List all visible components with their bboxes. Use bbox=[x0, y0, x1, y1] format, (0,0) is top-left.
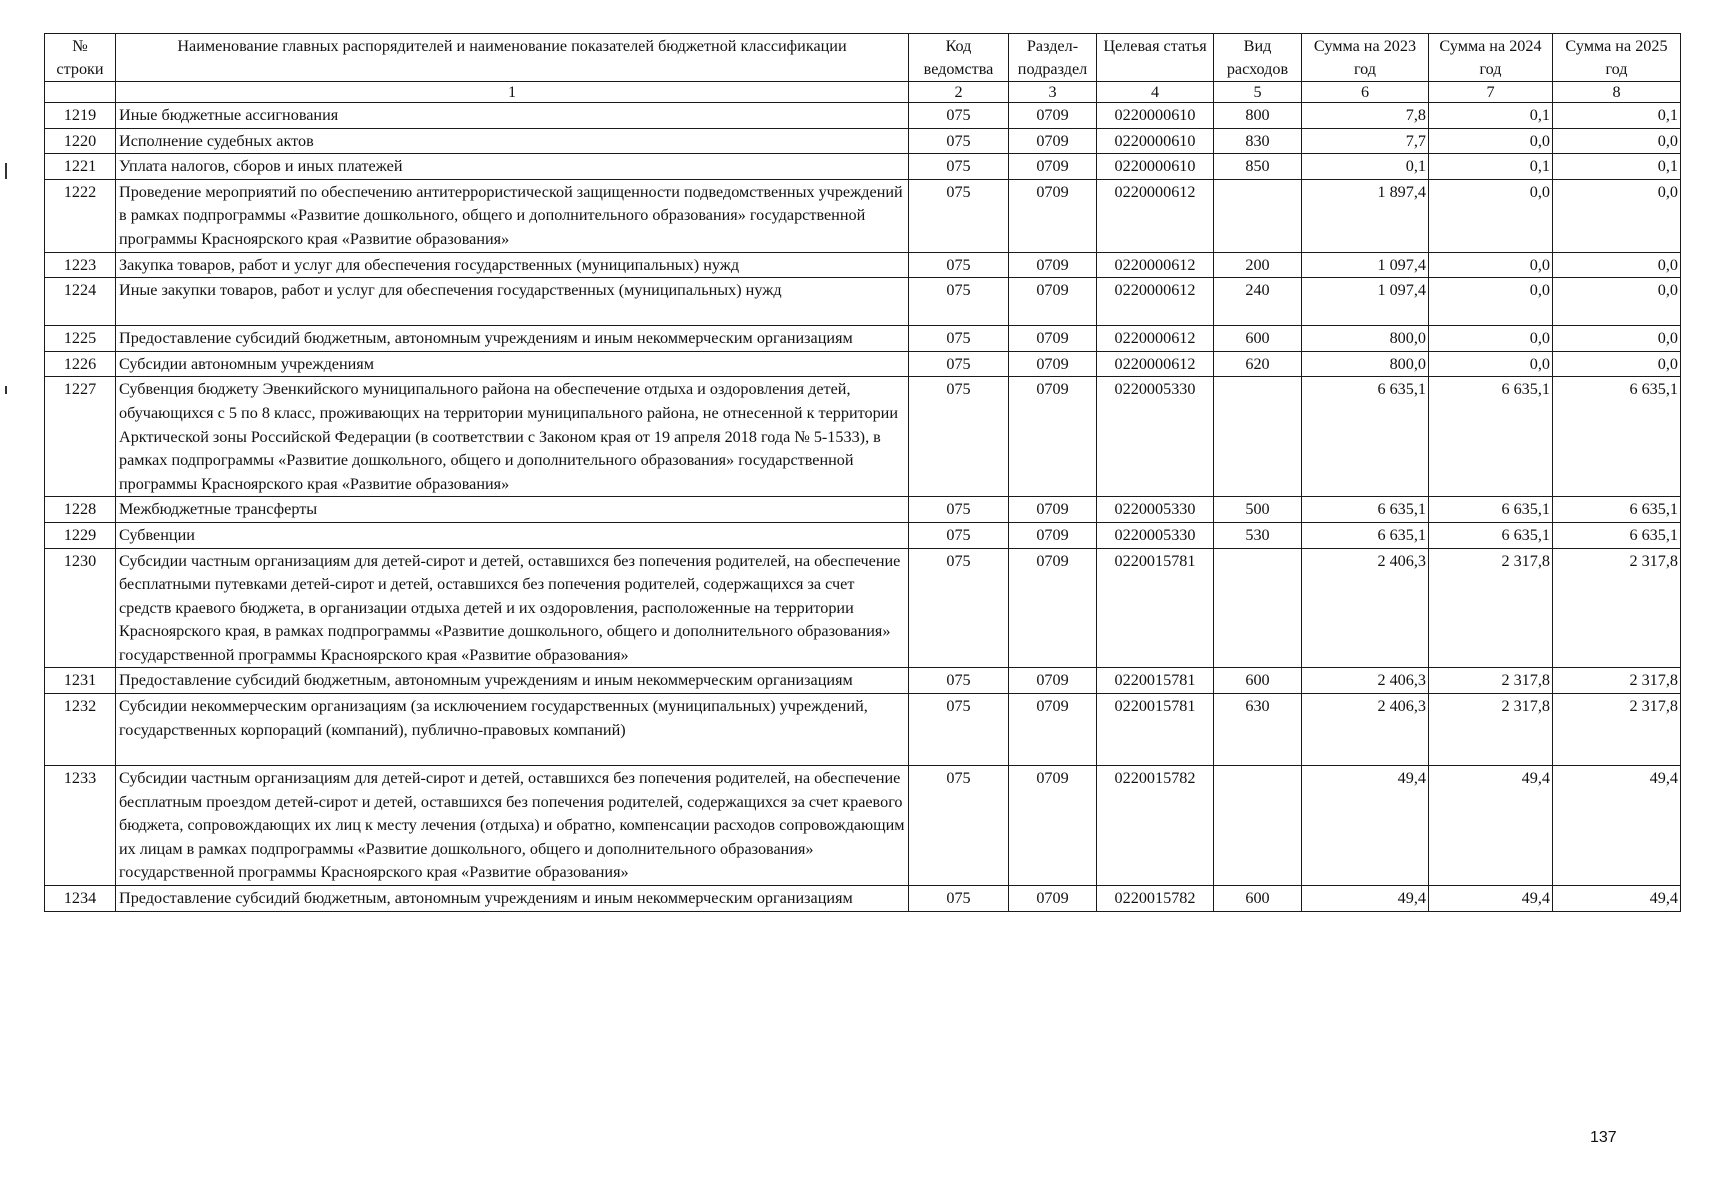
cell-sum-2024: 6 635,1 bbox=[1429, 377, 1553, 497]
cell-row-number: 1230 bbox=[45, 548, 116, 668]
cell-expense-type: 620 bbox=[1214, 351, 1302, 377]
table-row bbox=[45, 252, 1681, 278]
cell-target-item: 0220015781 bbox=[1097, 548, 1214, 668]
cell-expense-type: 500 bbox=[1214, 497, 1302, 523]
cell-department-code: 075 bbox=[909, 377, 1009, 497]
cell-sum-2024: 0,0 bbox=[1429, 179, 1553, 252]
cell-department-code: 075 bbox=[909, 886, 1009, 912]
cell-section: 0709 bbox=[1009, 154, 1097, 180]
cell-section: 0709 bbox=[1009, 694, 1097, 766]
cell-name: Субсидии частным организациям для детей-сирот и детей, оставшихся без попечения родителей, на обеспечение бесплатными путевками детей-сирот и детей, оставшихся без попечения родителей, содержащихся за счет средств краевого бюджета, в организации отдыха детей и их оздоровления, расположенные на территории Красноярского края, в рамках подпрограммы «Развитие дошкольного, общего и дополнительного образования» государственной программы Красноярского края «Развитие образования» bbox=[116, 548, 909, 668]
cell-row-number: 1220 bbox=[45, 128, 116, 154]
cell-section: 0709 bbox=[1009, 497, 1097, 523]
table-row bbox=[45, 154, 1681, 180]
cell-name: Межбюджетные трансферты bbox=[116, 497, 909, 523]
cell-department-code: 075 bbox=[909, 766, 1009, 886]
table-row bbox=[45, 128, 1681, 154]
table-row bbox=[45, 179, 1681, 252]
cell-section: 0709 bbox=[1009, 278, 1097, 326]
column-number bbox=[45, 82, 116, 103]
cell-sum-2024: 0,0 bbox=[1429, 252, 1553, 278]
cell-department-code: 075 bbox=[909, 668, 1009, 694]
cell-section: 0709 bbox=[1009, 326, 1097, 352]
cell-target-item: 0220000612 bbox=[1097, 351, 1214, 377]
cell-sum-2023: 800,0 bbox=[1302, 351, 1429, 377]
cell-expense-type: 830 bbox=[1214, 128, 1302, 154]
cell-sum-2024: 2 317,8 bbox=[1429, 694, 1553, 766]
cell-sum-2023: 49,4 bbox=[1302, 886, 1429, 912]
cell-sum-2025: 0,0 bbox=[1553, 326, 1681, 352]
cell-sum-2024: 6 635,1 bbox=[1429, 497, 1553, 523]
cell-expense-type: 600 bbox=[1214, 668, 1302, 694]
cell-sum-2024: 2 317,8 bbox=[1429, 668, 1553, 694]
cell-sum-2023: 800,0 bbox=[1302, 326, 1429, 352]
column-number: 6 bbox=[1302, 82, 1429, 103]
cell-department-code: 075 bbox=[909, 351, 1009, 377]
cell-sum-2025: 0,0 bbox=[1553, 278, 1681, 326]
cell-department-code: 075 bbox=[909, 548, 1009, 668]
cell-sum-2023: 6 635,1 bbox=[1302, 522, 1429, 548]
table-row bbox=[45, 103, 1681, 129]
cell-sum-2025: 0,1 bbox=[1553, 154, 1681, 180]
cell-sum-2025: 2 317,8 bbox=[1553, 548, 1681, 668]
table-row bbox=[45, 497, 1681, 523]
cell-row-number: 1229 bbox=[45, 522, 116, 548]
column-number: 1 bbox=[116, 82, 909, 103]
cell-row-number: 1233 bbox=[45, 766, 116, 886]
cell-section: 0709 bbox=[1009, 103, 1097, 129]
cell-name: Иные бюджетные ассигнования bbox=[116, 103, 909, 129]
cell-row-number: 1232 bbox=[45, 694, 116, 766]
cell-name: Иные закупки товаров, работ и услуг для обеспечения государственных (муниципальных) нужд bbox=[116, 278, 909, 326]
cell-name: Уплата налогов, сборов и иных платежей bbox=[116, 154, 909, 180]
cell-sum-2023: 1 897,4 bbox=[1302, 179, 1429, 252]
cell-name: Предоставление субсидий бюджетным, автономным учреждениям и иным некоммерческим организациям bbox=[116, 668, 909, 694]
cell-sum-2024: 0,0 bbox=[1429, 128, 1553, 154]
table-row bbox=[45, 351, 1681, 377]
cell-sum-2024: 0,0 bbox=[1429, 278, 1553, 326]
cell-sum-2024: 49,4 bbox=[1429, 886, 1553, 912]
cell-sum-2023: 1 097,4 bbox=[1302, 278, 1429, 326]
cell-target-item: 0220015782 bbox=[1097, 766, 1214, 886]
cell-target-item: 0220000612 bbox=[1097, 278, 1214, 326]
page-number: 137 bbox=[1590, 1129, 1617, 1146]
cell-name: Субсидии некоммерческим организациям (за исключением государственных (муниципальных) учреждений, государственных корпораций (компаний), публично-правовых компаний) bbox=[116, 694, 909, 766]
cell-expense-type bbox=[1214, 377, 1302, 497]
cell-expense-type bbox=[1214, 179, 1302, 252]
cell-row-number: 1227 bbox=[45, 377, 116, 497]
cell-sum-2024: 2 317,8 bbox=[1429, 548, 1553, 668]
column-number: 4 bbox=[1097, 82, 1214, 103]
cell-target-item: 0220015781 bbox=[1097, 694, 1214, 766]
column-number: 8 bbox=[1553, 82, 1681, 103]
cell-expense-type: 240 bbox=[1214, 278, 1302, 326]
cell-section: 0709 bbox=[1009, 668, 1097, 694]
cell-target-item: 0220000610 bbox=[1097, 128, 1214, 154]
cell-sum-2025: 0,0 bbox=[1553, 179, 1681, 252]
cell-row-number: 1225 bbox=[45, 326, 116, 352]
cell-name: Субсидии автономным учреждениям bbox=[116, 351, 909, 377]
cell-name: Предоставление субсидий бюджетным, автономным учреждениям и иным некоммерческим организациям bbox=[116, 326, 909, 352]
cell-row-number: 1221 bbox=[45, 154, 116, 180]
cell-expense-type: 600 bbox=[1214, 326, 1302, 352]
table-row bbox=[45, 548, 1681, 668]
cell-expense-type: 530 bbox=[1214, 522, 1302, 548]
cell-expense-type bbox=[1214, 766, 1302, 886]
cell-row-number: 1219 bbox=[45, 103, 116, 129]
cell-sum-2024: 6 635,1 bbox=[1429, 522, 1553, 548]
scan-margin-mark bbox=[5, 163, 7, 179]
cell-department-code: 075 bbox=[909, 128, 1009, 154]
cell-section: 0709 bbox=[1009, 351, 1097, 377]
cell-department-code: 075 bbox=[909, 252, 1009, 278]
header-department-code: Код ведомства bbox=[909, 34, 1009, 82]
cell-expense-type: 850 bbox=[1214, 154, 1302, 180]
cell-sum-2025: 0,0 bbox=[1553, 128, 1681, 154]
cell-section: 0709 bbox=[1009, 377, 1097, 497]
header-row-number: № строки bbox=[45, 34, 116, 82]
cell-sum-2024: 0,0 bbox=[1429, 326, 1553, 352]
cell-section: 0709 bbox=[1009, 886, 1097, 912]
cell-sum-2025: 0,0 bbox=[1553, 351, 1681, 377]
cell-sum-2023: 49,4 bbox=[1302, 766, 1429, 886]
cell-section: 0709 bbox=[1009, 522, 1097, 548]
cell-row-number: 1234 bbox=[45, 886, 116, 912]
cell-department-code: 075 bbox=[909, 497, 1009, 523]
cell-target-item: 0220000610 bbox=[1097, 154, 1214, 180]
cell-target-item: 0220000612 bbox=[1097, 252, 1214, 278]
cell-name: Предоставление субсидий бюджетным, автономным учреждениям и иным некоммерческим организациям bbox=[116, 886, 909, 912]
cell-row-number: 1228 bbox=[45, 497, 116, 523]
cell-department-code: 075 bbox=[909, 179, 1009, 252]
cell-sum-2025: 2 317,8 bbox=[1553, 668, 1681, 694]
cell-row-number: 1223 bbox=[45, 252, 116, 278]
cell-sum-2025: 0,0 bbox=[1553, 252, 1681, 278]
cell-name: Субвенция бюджету Эвенкийского муниципального района на обеспечение отдыха и оздоровления детей, обучающихся с 5 по 8 класс, проживающих на территории муниципального района, не отнесенной к территории Арктической зоны Российской Федерации (в соответствии с Законом края от 19 апреля 2018 года № 5-1533), в рамках подпрограммы «Развитие дошкольного, общего и дополнительного образования» государственной программы Красноярского края «Развитие образования» bbox=[116, 377, 909, 497]
table-row bbox=[45, 278, 1681, 326]
cell-target-item: 0220005330 bbox=[1097, 497, 1214, 523]
table-row bbox=[45, 694, 1681, 766]
cell-sum-2024: 49,4 bbox=[1429, 766, 1553, 886]
table-row bbox=[45, 766, 1681, 886]
cell-target-item: 0220015782 bbox=[1097, 886, 1214, 912]
column-number: 3 bbox=[1009, 82, 1097, 103]
table-row bbox=[45, 326, 1681, 352]
cell-name: Субсидии частным организациям для детей-сирот и детей, оставшихся без попечения родителей, на обеспечение бесплатным проездом детей-сирот и детей, оставшихся без попечения родителей, содержащихся за счет краевого бюджета, сопровождающих их лиц к месту лечения (отдыха) и обратно, компенсации расходов сопровождающим их лицам в рамках подпрограммы «Развитие дошкольного, общего и дополнительного образования» государственной программы Красноярского края «Развитие образования» bbox=[116, 766, 909, 886]
cell-expense-type: 600 bbox=[1214, 886, 1302, 912]
budget-table bbox=[44, 33, 1681, 912]
cell-sum-2025: 49,4 bbox=[1553, 886, 1681, 912]
cell-target-item: 0220005330 bbox=[1097, 522, 1214, 548]
budget-table-page bbox=[44, 33, 1680, 912]
cell-target-item: 0220000612 bbox=[1097, 326, 1214, 352]
cell-target-item: 0220015781 bbox=[1097, 668, 1214, 694]
cell-department-code: 075 bbox=[909, 694, 1009, 766]
table-row bbox=[45, 377, 1681, 497]
cell-sum-2025: 0,1 bbox=[1553, 103, 1681, 129]
cell-sum-2023: 6 635,1 bbox=[1302, 497, 1429, 523]
header-sum-2024: Сумма на 2024 год bbox=[1429, 34, 1553, 82]
cell-section: 0709 bbox=[1009, 548, 1097, 668]
cell-sum-2024: 0,1 bbox=[1429, 154, 1553, 180]
cell-department-code: 075 bbox=[909, 326, 1009, 352]
cell-sum-2025: 2 317,8 bbox=[1553, 694, 1681, 766]
header-section: Раздел-подраздел bbox=[1009, 34, 1097, 82]
cell-row-number: 1224 bbox=[45, 278, 116, 326]
cell-row-number: 1231 bbox=[45, 668, 116, 694]
header-target-item: Целевая статья bbox=[1097, 34, 1214, 82]
cell-section: 0709 bbox=[1009, 179, 1097, 252]
cell-sum-2023: 7,7 bbox=[1302, 128, 1429, 154]
cell-target-item: 0220000612 bbox=[1097, 179, 1214, 252]
table-row bbox=[45, 668, 1681, 694]
column-number-row bbox=[45, 82, 1681, 103]
table-row bbox=[45, 522, 1681, 548]
cell-sum-2023: 0,1 bbox=[1302, 154, 1429, 180]
cell-department-code: 075 bbox=[909, 522, 1009, 548]
cell-section: 0709 bbox=[1009, 252, 1097, 278]
cell-sum-2023: 6 635,1 bbox=[1302, 377, 1429, 497]
cell-section: 0709 bbox=[1009, 766, 1097, 886]
cell-sum-2023: 1 097,4 bbox=[1302, 252, 1429, 278]
header-name: Наименование главных распорядителей и наименование показателей бюджетной классификации bbox=[116, 34, 909, 82]
column-number: 7 bbox=[1429, 82, 1553, 103]
cell-expense-type bbox=[1214, 548, 1302, 668]
cell-name: Субвенции bbox=[116, 522, 909, 548]
cell-sum-2023: 2 406,3 bbox=[1302, 668, 1429, 694]
cell-section: 0709 bbox=[1009, 128, 1097, 154]
cell-sum-2024: 0,0 bbox=[1429, 351, 1553, 377]
cell-department-code: 075 bbox=[909, 103, 1009, 129]
cell-name: Исполнение судебных актов bbox=[116, 128, 909, 154]
cell-expense-type: 200 bbox=[1214, 252, 1302, 278]
header-sum-2025: Сумма на 2025 год bbox=[1553, 34, 1681, 82]
column-number: 2 bbox=[909, 82, 1009, 103]
cell-department-code: 075 bbox=[909, 278, 1009, 326]
cell-sum-2023: 2 406,3 bbox=[1302, 548, 1429, 668]
cell-expense-type: 630 bbox=[1214, 694, 1302, 766]
cell-name: Проведение мероприятий по обеспечению антитеррористической защищенности подведомственных учреждений в рамках подпрограммы «Развитие дошкольного, общего и дополнительного образования» государственной программы Красноярского края «Развитие образования» bbox=[116, 179, 909, 252]
cell-sum-2025: 6 635,1 bbox=[1553, 497, 1681, 523]
cell-row-number: 1226 bbox=[45, 351, 116, 377]
scan-margin-mark bbox=[5, 386, 7, 394]
column-number: 5 bbox=[1214, 82, 1302, 103]
cell-row-number: 1222 bbox=[45, 179, 116, 252]
cell-name: Закупка товаров, работ и услуг для обеспечения государственных (муниципальных) нужд bbox=[116, 252, 909, 278]
table-row bbox=[45, 886, 1681, 912]
cell-target-item: 0220005330 bbox=[1097, 377, 1214, 497]
cell-department-code: 075 bbox=[909, 154, 1009, 180]
cell-sum-2025: 6 635,1 bbox=[1553, 377, 1681, 497]
cell-sum-2024: 0,1 bbox=[1429, 103, 1553, 129]
cell-sum-2023: 2 406,3 bbox=[1302, 694, 1429, 766]
cell-target-item: 0220000610 bbox=[1097, 103, 1214, 129]
cell-sum-2023: 7,8 bbox=[1302, 103, 1429, 129]
cell-expense-type: 800 bbox=[1214, 103, 1302, 129]
header-sum-2023: Сумма на 2023 год bbox=[1302, 34, 1429, 82]
header-expense-type: Вид расходов bbox=[1214, 34, 1302, 82]
cell-sum-2025: 6 635,1 bbox=[1553, 522, 1681, 548]
cell-sum-2025: 49,4 bbox=[1553, 766, 1681, 886]
header-row bbox=[45, 34, 1681, 82]
